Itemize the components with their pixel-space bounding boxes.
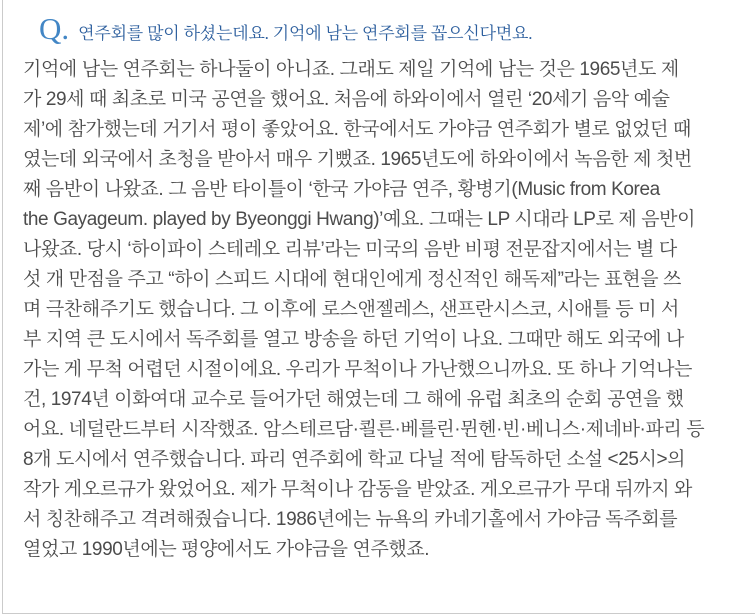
answer-line: 나왔죠. 당시 ‘하이파이 스테레오 리뷰’라는 미국의 음반 비평 전문잡지에서는 별 다 bbox=[23, 239, 677, 260]
answer-line: 제’에 참가했는데 거기서 평이 좋았어요. 한국에서도 가야금 연주회가 별로 없었던 때 bbox=[23, 119, 691, 140]
answer-line: 어요. 네덜란드부터 시작했죠. 암스테르담·쾰른·베를린·뮌헨·빈·베니스·제네바·파리 등 bbox=[23, 419, 705, 440]
answer-line: 째 음반이 나왔죠. 그 음반 타이틀이 ‘한국 가야금 연주, 황병기(Music from Korea bbox=[23, 179, 660, 200]
page-frame-border bbox=[2, 0, 755, 614]
answer-line: 부 지역 큰 도시에서 독주회를 열고 방송을 하던 기억이 나요. 그때만 해도 외국에 나 bbox=[23, 329, 684, 350]
answer-line: 며 극찬해주기도 했습니다. 그 이후에 로스앤젤레스, 샌프란시스코, 시애틀 등 미 서 bbox=[23, 299, 679, 320]
answer-line: 가 29세 때 최초로 미국 공연을 했어요. 처음에 하와이에서 열린 ‘20세기 음악 예술 bbox=[23, 89, 670, 110]
answer-line: 8개 도시에서 연주했습니다. 파리 연주회에 학교 다닐 적에 탐독하던 소설 <25시>의 bbox=[23, 449, 686, 470]
question-header bbox=[3, 0, 755, 46]
answer-line: 기억에 남는 연주회는 하나둘이 아니죠. 그래도 제일 기억에 남는 것은 1965년도 제 bbox=[23, 59, 679, 80]
answer-paragraph bbox=[3, 46, 755, 565]
answer-line: 건, 1974년 이화여대 교수로 들어가던 해였는데 그 해에 유럽 최초의 순회 공연을 했 bbox=[23, 389, 684, 410]
answer-line: 였는데 외국에서 초청을 받아서 매우 기뻤죠. 1965년도에 하와이에서 녹음한 제 첫번 bbox=[23, 149, 692, 170]
answer-line: the Gayageum. played by Byeonggi Hwang)’예요. 그때는 LP 시대라 LP로 제 음반이 bbox=[23, 209, 696, 230]
question-text: 연주회를 많이 하셨는데요. 기억에 남는 연주회를 꼽으신다면요. bbox=[78, 24, 533, 43]
answer-line: 섯 개 만점을 주고 “하이 스피드 시대에 현대인에게 정신적인 해독제”라는 표현을 쓰 bbox=[23, 269, 682, 290]
answer-line: 서 칭찬해주고 격려해줬습니다. 1986년에는 뉴욕의 카네기홀에서 가야금 독주회를 bbox=[23, 509, 678, 530]
answer-line: 작가 게오르규가 왔었어요. 제가 무척이나 감동을 받았죠. 게오르규가 무대 뒤까지 와 bbox=[23, 479, 692, 500]
answer-line: 가는 게 무척 어렵던 시절이에요. 우리가 무척이나 가난했으니까요. 또 하나 기억나는 bbox=[23, 359, 692, 380]
question-q-label: Q. bbox=[39, 11, 70, 46]
answer-line: 열었고 1990년에는 평양에서도 가야금을 연주했죠. bbox=[23, 539, 430, 560]
